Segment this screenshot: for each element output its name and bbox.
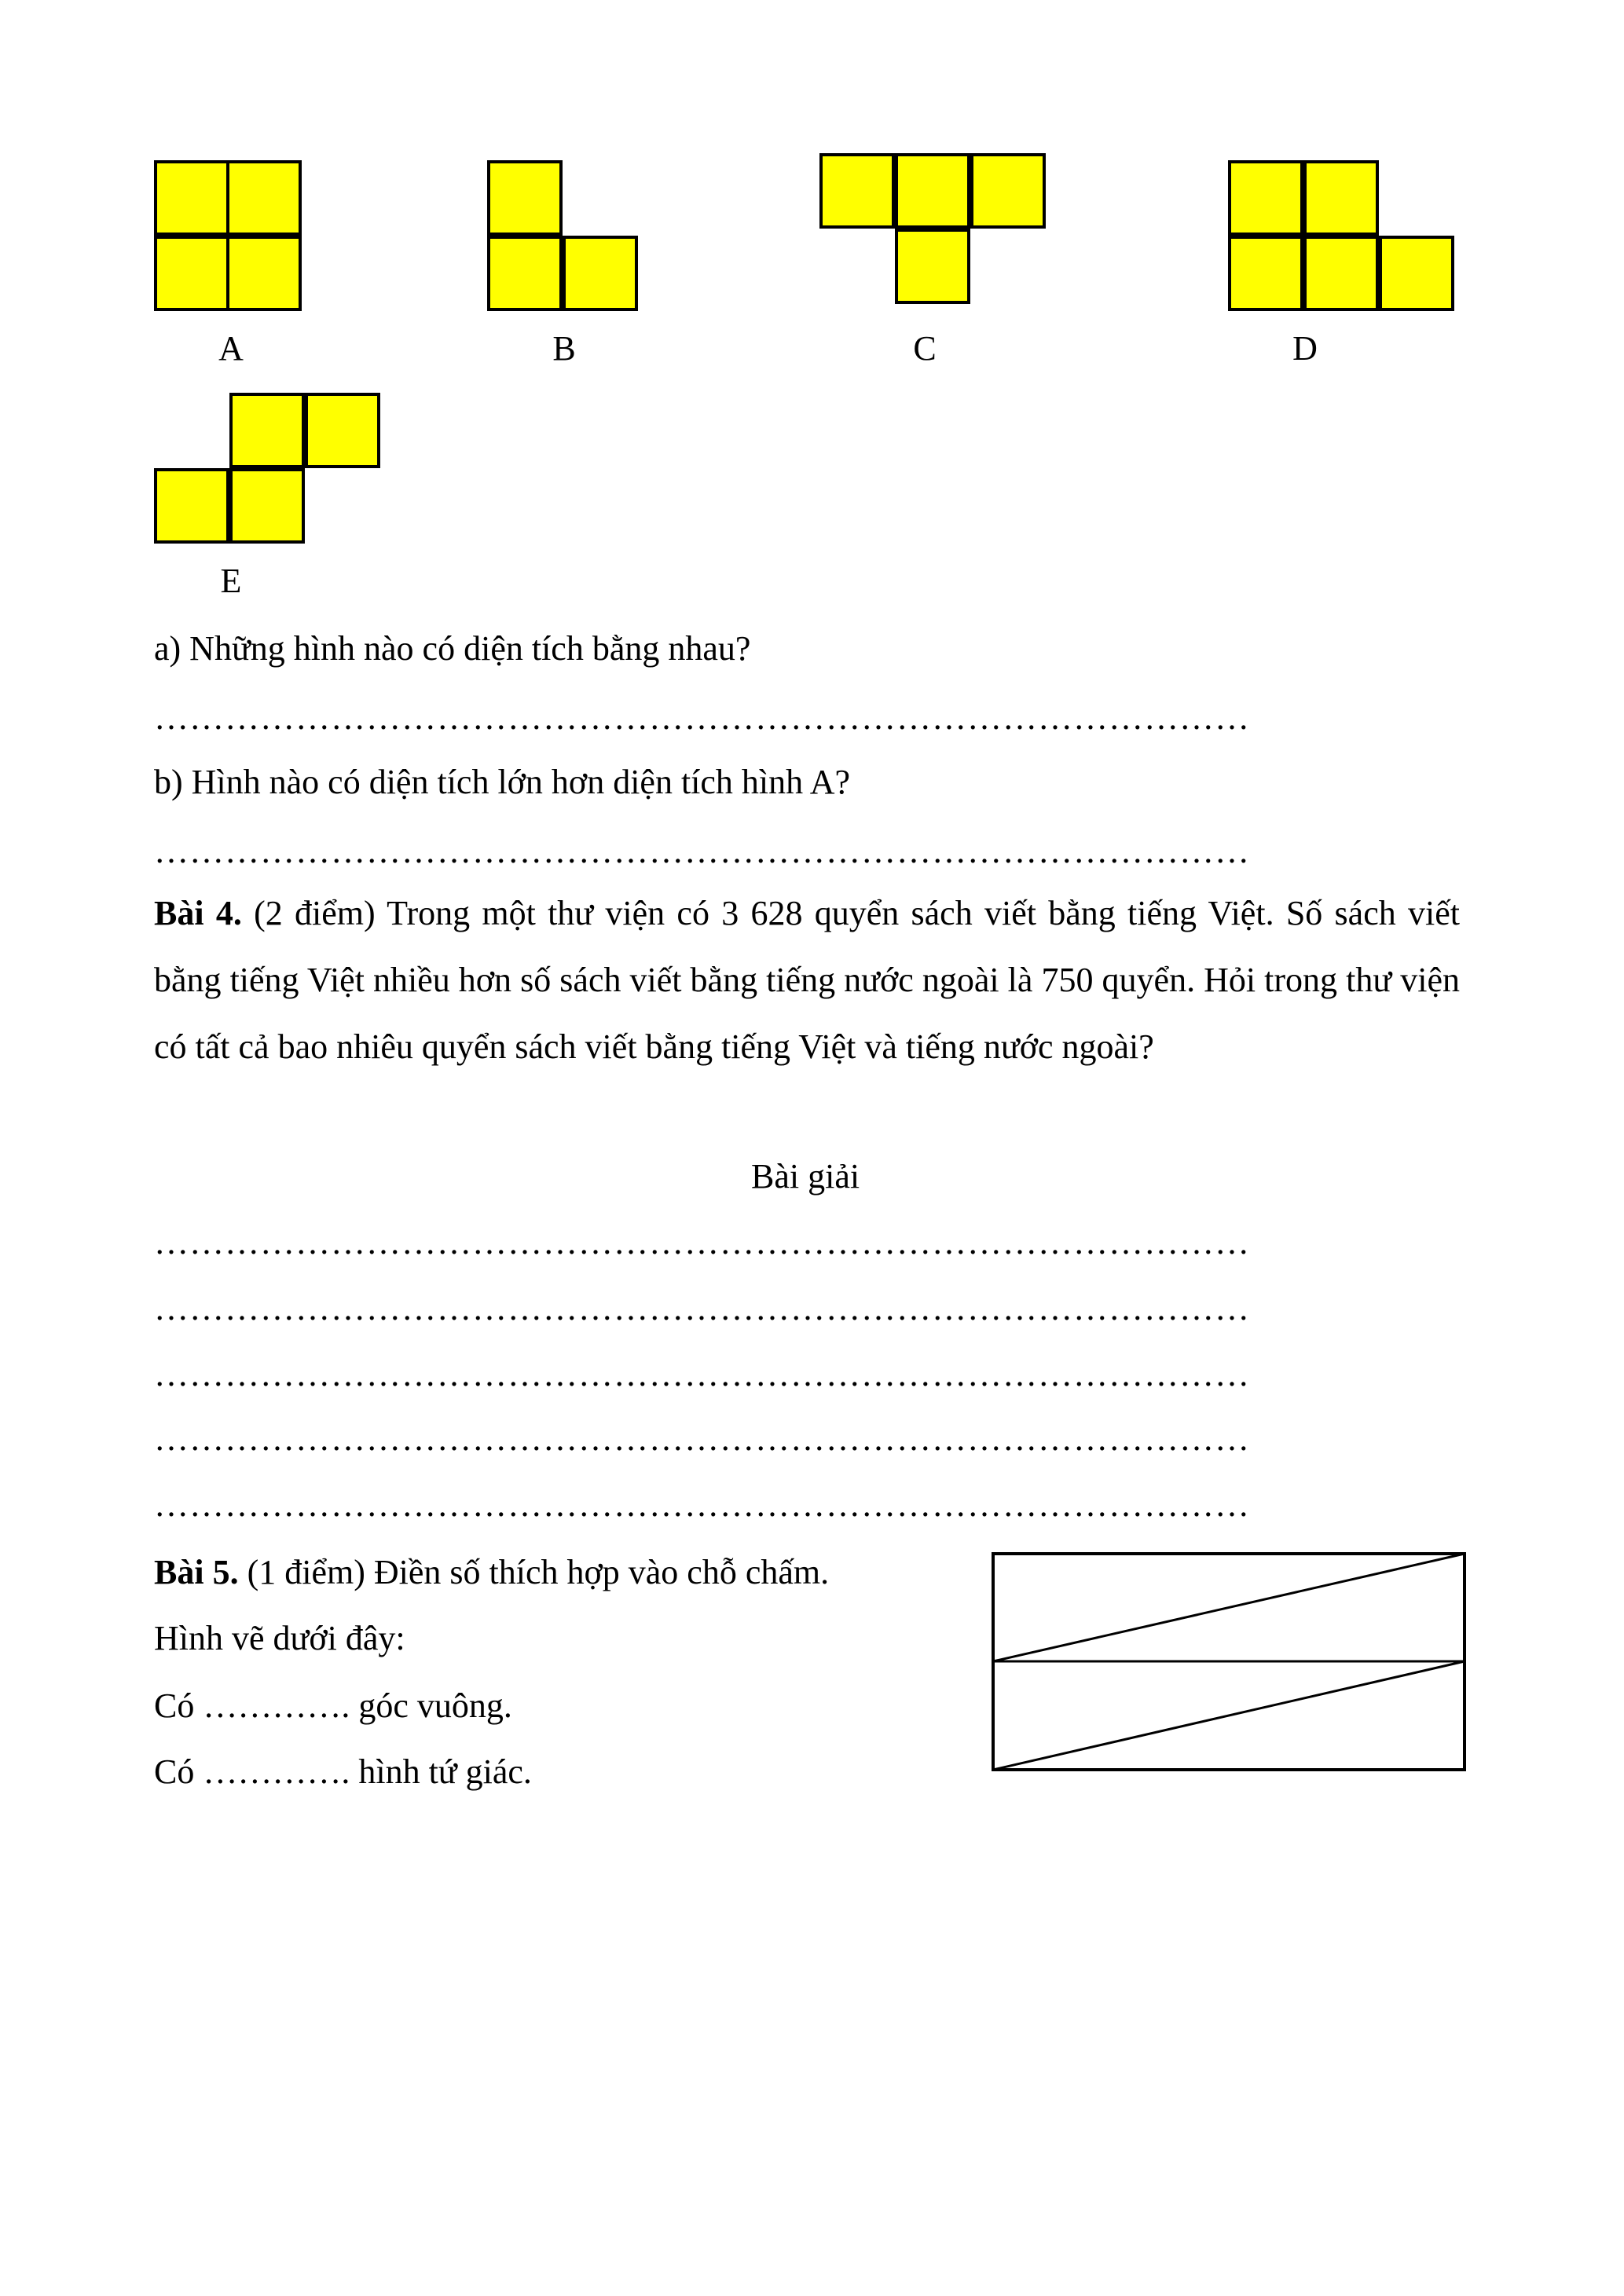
figure-d-label: D	[1292, 329, 1318, 368]
bai5-line2: Có …………. góc vuông.	[154, 1686, 512, 1725]
figure-a-label: A	[218, 329, 244, 368]
figure-c-cell	[819, 153, 895, 229]
bai5-figure	[974, 1540, 1477, 1783]
figure-d-cell	[1303, 236, 1379, 311]
figure-b-cell	[563, 236, 638, 311]
figure-d-cell	[1228, 160, 1303, 236]
solution-line[interactable]: …………………………………………………………………………………	[154, 1485, 1250, 1524]
figure-d-cell	[1379, 236, 1454, 311]
bai4-points: (2 điểm)	[254, 894, 376, 932]
figure-b-cell	[487, 236, 563, 311]
figure-a-cell	[154, 160, 229, 236]
figure-c-cell	[970, 153, 1046, 229]
answer-line-a[interactable]: …………………………………………………………………………………	[154, 698, 1250, 737]
solution-line[interactable]: …………………………………………………………………………………	[154, 1419, 1250, 1458]
figure-e-cell	[305, 393, 380, 468]
bai5-heading	[154, 1552, 829, 1594]
question-b: b) Hình nào có diện tích lớn hơn diện tích hình A?	[154, 763, 851, 801]
figure-e-label: E	[220, 562, 242, 600]
bai4-title: Bài 4.	[154, 894, 242, 932]
figure-d-cell	[1228, 236, 1303, 311]
solution-heading: Bài giải	[751, 1157, 860, 1196]
bai5-instruction: Điền số thích hợp vào chỗ chấm.	[373, 1553, 830, 1591]
bai4-problem	[154, 880, 1460, 1080]
solution-line[interactable]: …………………………………………………………………………………	[154, 1355, 1250, 1393]
bai5-line1: Hình vẽ dưới đây:	[154, 1619, 405, 1657]
solution-line[interactable]: …………………………………………………………………………………	[154, 1223, 1250, 1262]
answer-line-b[interactable]: …………………………………………………………………………………	[154, 832, 1250, 870]
figure-e-cell	[154, 468, 229, 544]
figure-a-cell	[226, 236, 302, 311]
figure-a-cell	[154, 236, 229, 311]
figure-e-cell	[229, 468, 305, 544]
figure-b-cell	[487, 160, 563, 236]
bai5-title: Bài 5.	[154, 1553, 239, 1591]
figure-e-cell	[229, 393, 305, 468]
figure-a-cell	[226, 160, 302, 236]
bai5-line3: Có …………. hình tứ giác.	[154, 1752, 532, 1791]
figure-b-label: B	[552, 329, 576, 368]
question-a: a) Những hình nào có diện tích bằng nhau?	[154, 629, 751, 668]
bai5-points: (1 điểm)	[247, 1553, 365, 1591]
bai4-text: Trong một thư viện có 3 628 quyển sách viết bằng tiếng Việt. Số sách viết bằng tiếng Việt nhiều hơn số sách viết bằng tiếng nước ngoài là 750 quyển. Hỏi trong thư viện có tất cả bao nhiêu quyển sách viết bằng tiếng Việt và tiếng nước ngoài?	[154, 894, 1460, 1066]
figure-c-label: C	[913, 329, 937, 368]
solution-line[interactable]: …………………………………………………………………………………	[154, 1289, 1250, 1327]
figure-c-cell	[895, 229, 970, 304]
figure-c-cell	[895, 153, 970, 229]
figure-diagonal-top	[993, 1554, 1465, 1661]
figure-diagonal-bottom	[993, 1661, 1465, 1770]
figure-d-cell	[1303, 160, 1379, 236]
